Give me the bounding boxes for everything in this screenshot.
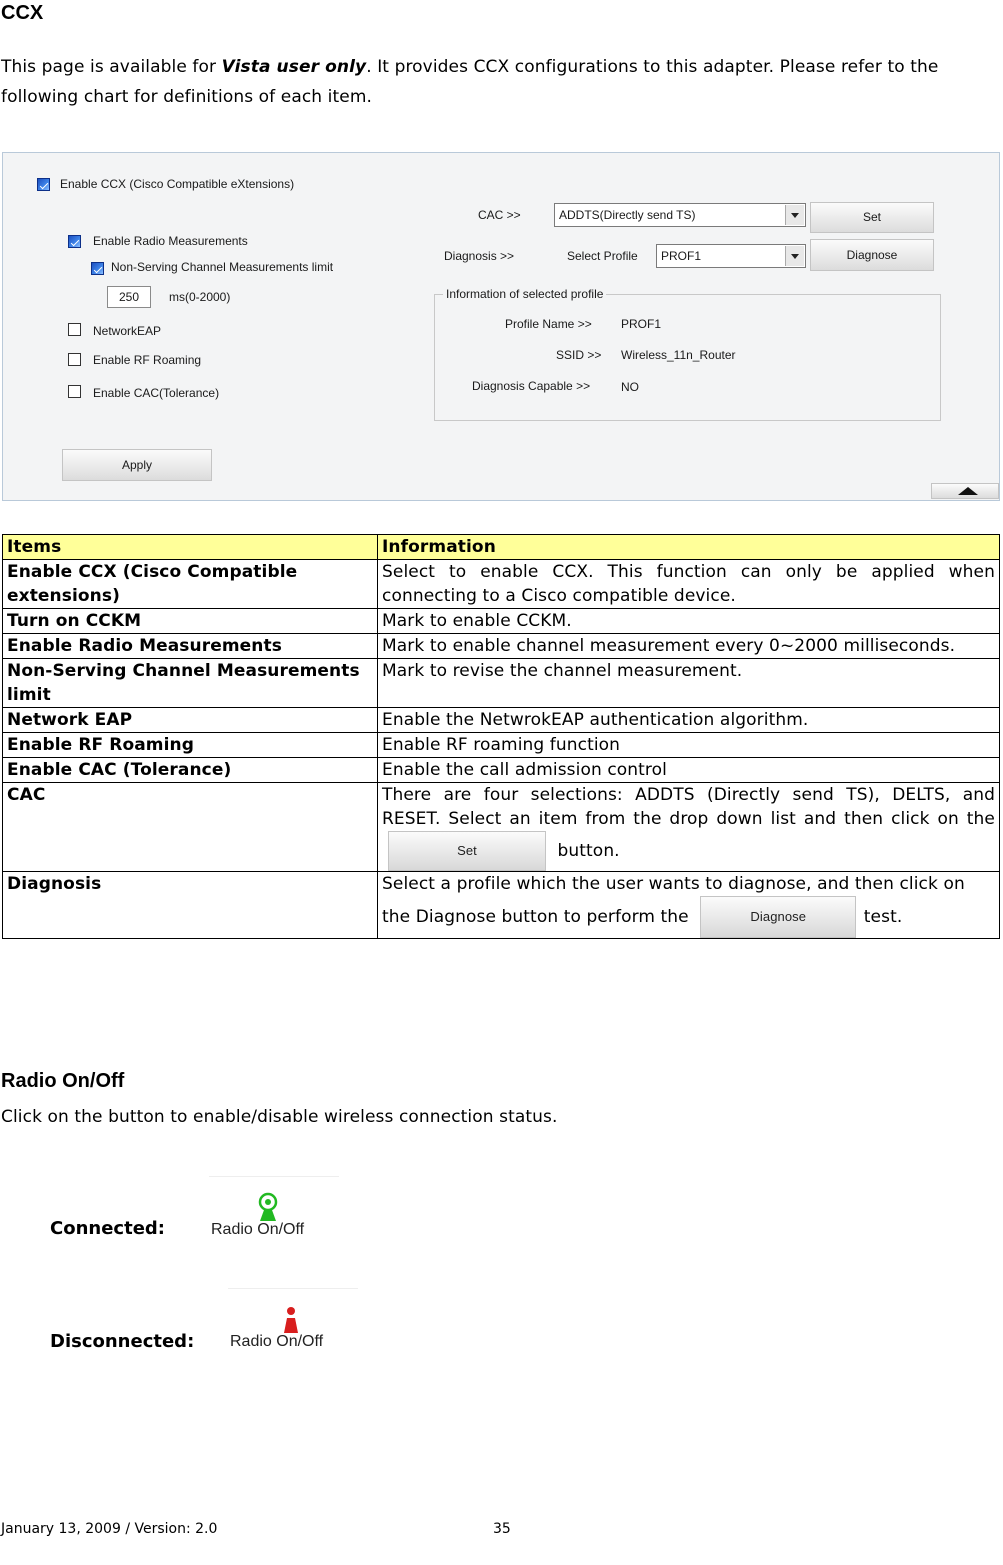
- table-row: [3, 758, 1000, 783]
- table-cell-info: Mark to revise the channel measurement.: [378, 659, 1000, 708]
- table-cell-info: Enable the NetwrokEAP authentication algorithm.: [378, 708, 1000, 733]
- radio-description: Click on the button to enable/disable wireless connection status.: [1, 1107, 558, 1127]
- cac-label: CAC >>: [478, 208, 521, 222]
- select-profile-label: Select Profile: [567, 249, 638, 263]
- profile-select-value: PROF1: [661, 249, 702, 263]
- profile-select[interactable]: [656, 244, 806, 268]
- table-row: [3, 634, 1000, 659]
- ms-range-label: ms(0-2000): [169, 290, 231, 304]
- radio-measurements-checkbox[interactable]: [68, 235, 81, 248]
- ccx-intro: This page is available for Vista user only. It provides CCX configurations to this adapter. Please refer to the following chart for definitions of each item.: [1, 57, 939, 107]
- table-header-row: [3, 535, 1000, 560]
- table-cell-item: Enable CCX (Cisco Compatible extensions): [3, 560, 378, 609]
- table-cell-item: CAC: [3, 783, 378, 872]
- table-cell-item: Turn on CCKM: [3, 609, 378, 634]
- rf-roaming-label: Enable RF Roaming: [93, 353, 202, 367]
- section-title-radio: Radio On/Off: [1, 1070, 125, 1092]
- table-row: [3, 609, 1000, 634]
- triangle-up-icon: [958, 487, 978, 495]
- table-row: [3, 733, 1000, 758]
- diagnose-button-image: Diagnose: [700, 896, 856, 938]
- table-cell-info: Enable the call admission control: [378, 758, 1000, 783]
- table-cell-item: Network EAP: [3, 708, 378, 733]
- enable-ccx-checkbox[interactable]: [37, 178, 50, 191]
- header-items: Items: [3, 535, 378, 560]
- table-cell-item: Diagnosis: [3, 872, 378, 939]
- footer-page-number: 35: [493, 1521, 511, 1537]
- table-cell-info: There are four selections: ADDTS (Directly send TS), DELTS, and RESET. Select an item from the drop down list and then click on the Set button.: [378, 783, 1000, 872]
- diag-capable-value: NO: [621, 380, 639, 394]
- cac-tolerance-label: Enable CAC(Tolerance): [93, 386, 220, 400]
- diagnose-button[interactable]: Diagnose: [810, 239, 934, 271]
- chevron-down-icon: [785, 246, 804, 266]
- table-row: [3, 783, 1000, 872]
- cac-tolerance-checkbox[interactable]: [68, 385, 81, 398]
- apply-button[interactable]: Apply: [62, 449, 212, 481]
- radio-measurements-label: Enable Radio Measurements: [93, 234, 248, 248]
- antenna-disconnected-icon: [228, 1289, 358, 1335]
- set-button-image: Set: [388, 831, 546, 871]
- ssid-value: Wireless_11n_Router: [621, 348, 736, 362]
- table-cell-item: Enable Radio Measurements: [3, 634, 378, 659]
- profile-info-legend: Information of selected profile: [443, 287, 606, 301]
- radio-on-button[interactable]: [209, 1176, 339, 1243]
- ccx-settings-panel: [2, 152, 1000, 501]
- table-row: [3, 560, 1000, 609]
- table-cell-item: Enable RF Roaming: [3, 733, 378, 758]
- items-table: [2, 534, 1000, 939]
- network-eap-checkbox[interactable]: [68, 323, 81, 336]
- diag-capable-label: Diagnosis Capable >>: [472, 379, 591, 393]
- table-cell-info: Mark to enable channel measurement every 0~2000 milliseconds.: [378, 634, 1000, 659]
- network-eap-label: NetworkEAP: [93, 324, 162, 338]
- diagnosis-label: Diagnosis >>: [444, 249, 515, 263]
- table-cell-info: Select to enable CCX. This function can only be applied when connecting to a Cisco compatible device.: [378, 560, 1000, 609]
- table-row: [3, 872, 1000, 939]
- table-cell-item: Enable CAC (Tolerance): [3, 758, 378, 783]
- table-cell-info: Select a profile which the user wants to diagnose, and then click on the Diagnose button to perform the Diagnose test.: [378, 872, 1000, 939]
- header-information: Information: [378, 535, 1000, 560]
- profile-name-label: Profile Name >>: [505, 317, 592, 331]
- table-cell-info: Enable RF roaming function: [378, 733, 1000, 758]
- nonserving-checkbox[interactable]: [91, 262, 104, 275]
- rf-roaming-checkbox[interactable]: [68, 353, 81, 366]
- table-cell-info: Mark to enable CCKM.: [378, 609, 1000, 634]
- set-button[interactable]: Set: [810, 202, 934, 233]
- footer-date-version: January 13, 2009 / Version: 2.0: [1, 1521, 218, 1537]
- cac-select-value: ADDTS(Directly send TS): [559, 208, 696, 222]
- profile-info-group: [434, 287, 941, 421]
- connected-label: Connected:: [50, 1218, 165, 1239]
- enable-ccx-label: Enable CCX (Cisco Compatible eXtensions): [60, 177, 295, 191]
- table-cell-item: Non-Serving Channel Measurements limit: [3, 659, 378, 708]
- nonserving-label: Non-Serving Channel Measurements limit: [111, 260, 334, 274]
- chevron-down-icon: [785, 205, 804, 225]
- cac-select[interactable]: [554, 203, 806, 227]
- ms-limit-input[interactable]: 250: [107, 286, 151, 308]
- radio-off-button[interactable]: [228, 1288, 358, 1355]
- radio-off-text: Radio On/Off: [230, 1333, 324, 1350]
- table-row: [3, 708, 1000, 733]
- collapse-button[interactable]: [931, 483, 999, 499]
- disconnected-label: Disconnected:: [50, 1331, 195, 1352]
- antenna-connected-icon: [209, 1177, 339, 1223]
- radio-on-text: Radio On/Off: [211, 1221, 305, 1238]
- ssid-label: SSID >>: [556, 348, 602, 362]
- table-row: [3, 659, 1000, 708]
- section-title-ccx: CCX: [1, 2, 44, 24]
- profile-name-value: PROF1: [621, 317, 662, 331]
